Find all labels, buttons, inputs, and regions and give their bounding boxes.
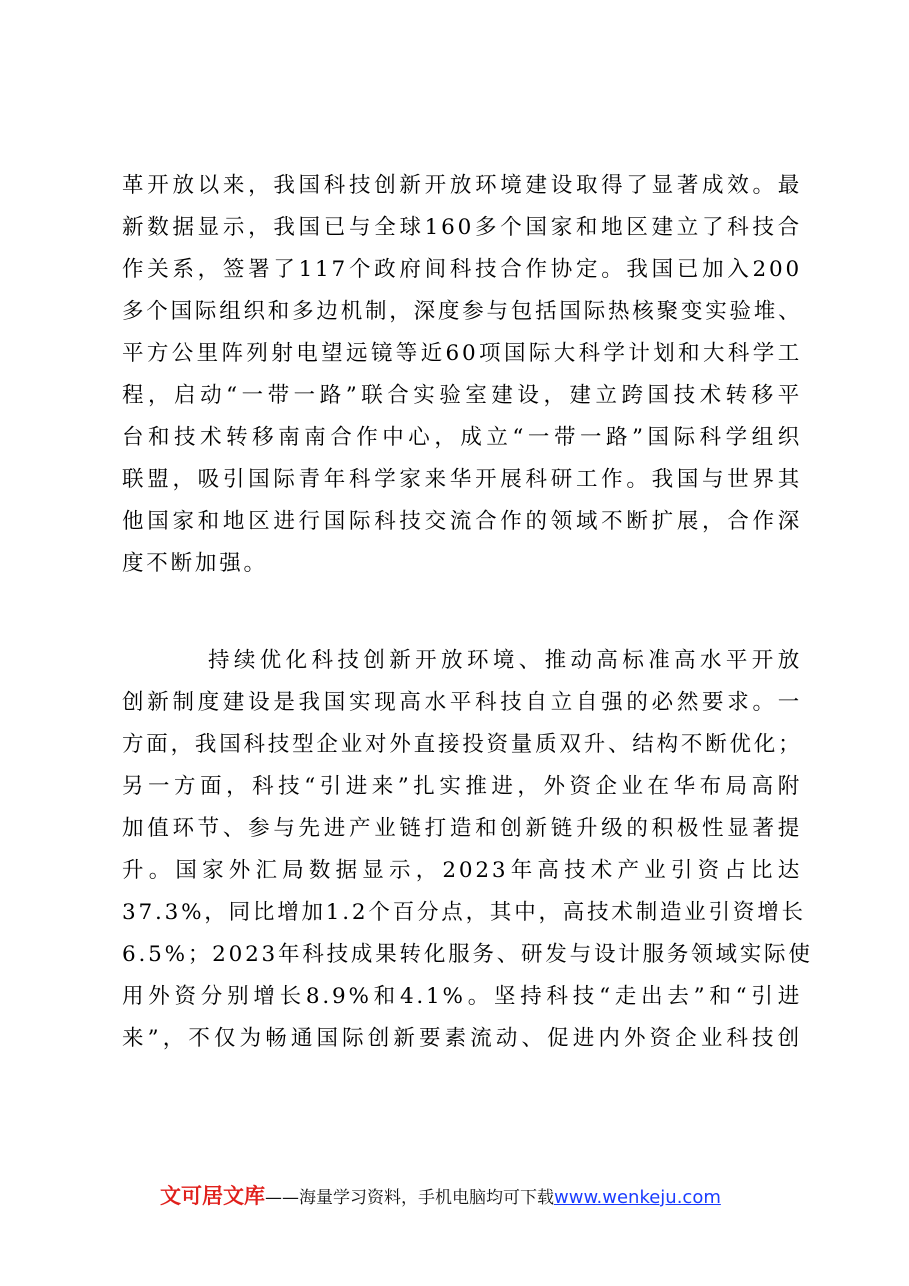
text-line: 用外资分别增长8.9%和4.1%。坚持科技“走出去”和“引进 [122, 984, 802, 1009]
text-line: 新数据显示，我国已与全球160多个国家和地区建立了科技合 [122, 215, 802, 240]
text-line: 6.5%；2023年科技成果转化服务、研发与设计服务领域实际使 [122, 942, 813, 967]
text-line: 升。国家外汇局数据显示，2023年高技术产业引资占比达 [122, 858, 802, 883]
paragraph-1 [122, 165, 802, 585]
text-line: 37.3%，同比增加1.2个百分点，其中，高技术制造业引资增长 [122, 900, 806, 925]
text-line: 创新制度建设是我国实现高水平科技自立自强的必然要求。一 [122, 690, 802, 715]
text-line: 方面，我国科技型企业对外直接投资量质双升、结构不断优化； [122, 732, 803, 757]
text-line: 持续优化科技创新开放环境、推动高标准高水平开放 [208, 648, 802, 673]
text-line: 作关系，签署了117个政府间科技合作协定。我国已加入200 [122, 257, 802, 282]
text-line: 另一方面，科技“引进来”扎实推进，外资企业在华布局高附 [122, 774, 802, 799]
text-line: 革开放以来，我国科技创新开放环境建设取得了显著成效。最 [122, 173, 802, 198]
text-line: 他国家和地区进行国际科技交流合作的领域不断扩展，合作深 [122, 509, 802, 534]
text-line: 程，启动“一带一路”联合实验室建设，建立跨国技术转移平 [122, 383, 802, 408]
text-line: 平方公里阵列射电望远镜等近60项国际大科学计划和大科学工 [122, 341, 802, 366]
text-line: 来”，不仅为畅通国际创新要素流动、促进内外资企业科技创 [122, 1026, 802, 1051]
text-line: 度不断加强。 [122, 551, 268, 576]
text-line: 加值环节、参与先进产业链打造和创新链升级的积极性显著提 [122, 816, 802, 841]
text-line: 台和技术转移南南合作中心，成立“一带一路”国际科学组织 [122, 425, 802, 450]
footer-watermark [160, 1180, 721, 1212]
footer-tagline: ——海量学习资料，手机电脑均可下载 [265, 1188, 554, 1208]
paragraph-2 [122, 640, 813, 1060]
footer-brand: 文可居文库 [160, 1184, 265, 1208]
text-line: 联盟，吸引国际青年科学家来华开展科研工作。我国与世界其 [122, 467, 802, 492]
text-line: 多个国际组织和多边机制，深度参与包括国际热核聚变实验堆、 [122, 299, 803, 324]
footer-website-link[interactable]: www.wenkeju.com [554, 1187, 721, 1208]
